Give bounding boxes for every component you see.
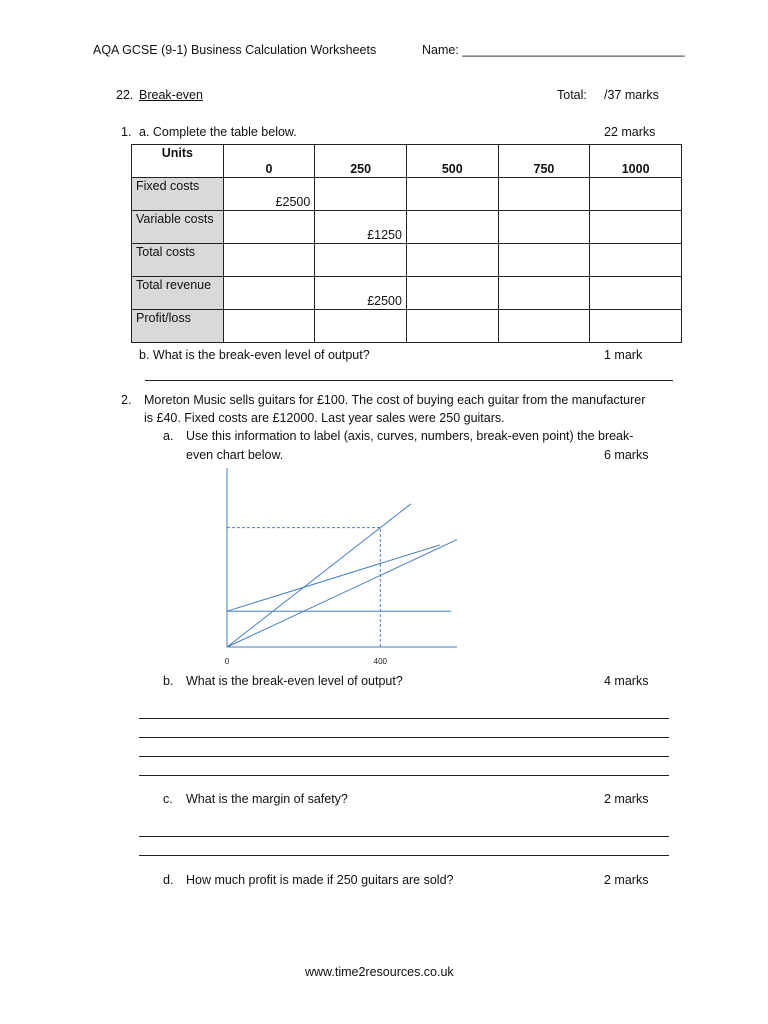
x-tick-label: 0 xyxy=(224,657,230,666)
q1b-marks: 1 mark xyxy=(604,348,643,362)
q2c-marks: 2 marks xyxy=(604,792,649,806)
answer-line[interactable] xyxy=(139,855,669,856)
answer-line[interactable] xyxy=(139,756,669,757)
answer-line[interactable] xyxy=(139,775,669,776)
table-cell[interactable] xyxy=(590,211,682,244)
table-cell[interactable]: £2500 xyxy=(315,277,407,310)
row-label-profit-loss: Profit/loss xyxy=(132,310,224,343)
break-even-chart xyxy=(215,468,475,673)
table-cell[interactable] xyxy=(223,277,315,310)
answer-line[interactable] xyxy=(139,737,669,738)
chart-series-line xyxy=(227,545,440,611)
table-cell[interactable] xyxy=(223,310,315,343)
table-cell[interactable]: £1250 xyxy=(315,211,407,244)
table-cell[interactable] xyxy=(315,178,407,211)
table-cell[interactable] xyxy=(498,310,590,343)
row-label-total-revenue: Total revenue xyxy=(132,277,224,310)
q1-number: 1. xyxy=(121,125,132,139)
total-label: Total: xyxy=(557,88,587,102)
q1a-marks: 22 marks xyxy=(604,125,656,139)
table-cell[interactable] xyxy=(315,244,407,277)
answer-line[interactable] xyxy=(139,718,669,719)
table-row xyxy=(132,211,682,244)
table-row xyxy=(132,178,682,211)
table-header-cell: 0 xyxy=(223,145,315,178)
q2a-text-line2: even chart below. xyxy=(186,448,284,462)
table-cell[interactable] xyxy=(590,310,682,343)
q2b-letter: b. xyxy=(163,674,174,688)
table-header-units: Units xyxy=(132,145,224,178)
row-label-total-costs: Total costs xyxy=(132,244,224,277)
table-header-cell: 500 xyxy=(406,145,498,178)
q2b-text: What is the break-even level of output? xyxy=(186,674,403,688)
table-header-cell: 250 xyxy=(315,145,407,178)
table-cell[interactable] xyxy=(590,277,682,310)
section-number: 22. xyxy=(116,88,134,102)
table-cell[interactable] xyxy=(498,178,590,211)
table-cell[interactable] xyxy=(498,211,590,244)
q1a-text: a. Complete the table below. xyxy=(139,125,297,139)
table-header-cell: 750 xyxy=(498,145,590,178)
footer-website[interactable]: www.time2resources.co.uk xyxy=(305,965,454,979)
q2a-letter: a. xyxy=(163,429,174,443)
table-row xyxy=(132,244,682,277)
table-cell[interactable] xyxy=(406,244,498,277)
q2a-text-line1: Use this information to label (axis, curves, numbers, break-even point) the break- xyxy=(186,429,634,443)
table-cell[interactable] xyxy=(590,178,682,211)
chart-series-line xyxy=(227,540,457,647)
table-cell[interactable] xyxy=(406,178,498,211)
chart-series-line xyxy=(227,504,411,647)
table-header-row xyxy=(132,145,682,178)
worksheet-title: AQA GCSE (9-1) Business Calculation Worksheets xyxy=(93,43,377,57)
table-cell[interactable] xyxy=(223,211,315,244)
row-label-variable-costs: Variable costs xyxy=(132,211,224,244)
table-row xyxy=(132,310,682,343)
table-cell[interactable] xyxy=(406,310,498,343)
q2a-marks: 6 marks xyxy=(604,448,649,462)
answer-line[interactable] xyxy=(145,380,673,381)
table-cell[interactable]: £2500 xyxy=(223,178,315,211)
table-cell[interactable] xyxy=(498,244,590,277)
total-marks: /37 marks xyxy=(604,88,659,102)
section-title: Break-even xyxy=(139,88,203,102)
q2b-marks: 4 marks xyxy=(604,674,649,688)
q2d-marks: 2 marks xyxy=(604,873,649,887)
x-tick-label: 400 xyxy=(373,657,388,666)
answer-line[interactable] xyxy=(139,836,669,837)
q2-text-line1: Moreton Music sells guitars for £100. The cost of buying each guitar from the manufacturer xyxy=(144,393,646,407)
q2d-text: How much profit is made if 250 guitars are sold? xyxy=(186,873,454,887)
q2c-text: What is the margin of safety? xyxy=(186,792,348,806)
table-header-cell: 1000 xyxy=(590,145,682,178)
table-cell[interactable] xyxy=(406,277,498,310)
q2-text-line2: is £40. Fixed costs are £12000. Last year sales were 250 guitars. xyxy=(144,411,505,425)
table-cell[interactable] xyxy=(315,310,407,343)
q2c-letter: c. xyxy=(163,792,173,806)
break-even-table xyxy=(131,144,682,343)
q1b-text: b. What is the break-even level of output? xyxy=(139,348,370,362)
q2d-letter: d. xyxy=(163,873,174,887)
table-cell[interactable] xyxy=(590,244,682,277)
table-row xyxy=(132,277,682,310)
q2-number: 2. xyxy=(121,393,132,407)
row-label-fixed-costs: Fixed costs xyxy=(132,178,224,211)
table-cell[interactable] xyxy=(223,244,315,277)
table-cell[interactable] xyxy=(406,211,498,244)
name-field-label: Name: ________________________________ xyxy=(422,43,685,57)
table-cell[interactable] xyxy=(498,277,590,310)
